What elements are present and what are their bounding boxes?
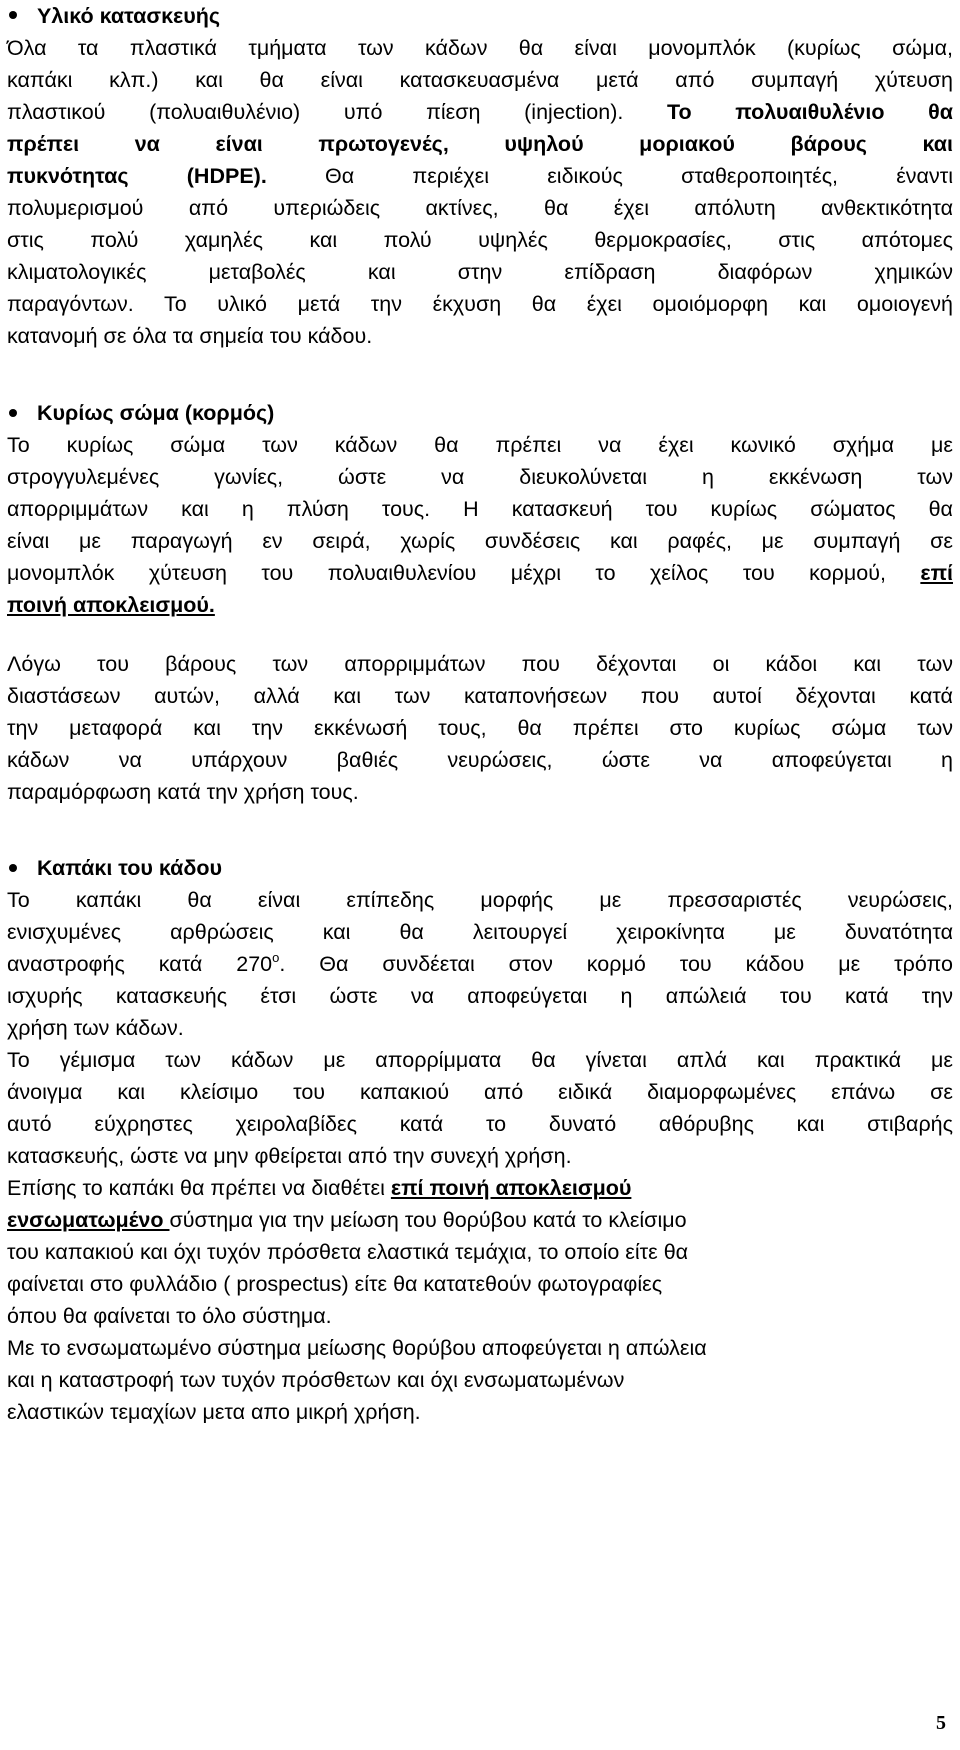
paragraph-line: Όλα τα πλαστικά τμήματα των κάδων θα είναι μονομπλόκ (κυρίως σώμα, (7, 36, 953, 60)
paragraph-line: καπάκι κλπ.) και θα είναι κατασκευασμένα μετά από συμπαγή χύτευση (7, 68, 953, 92)
paragraph-line (7, 1203, 953, 1237)
paragraph-line: αυτό εύχρηστες χειρολαβίδες κατά το δυνατό αθόρυβης και στιβαρής (7, 1112, 953, 1136)
paragraph-line (7, 95, 953, 129)
text-span: . Θα συνδέεται στον κορμό του κάδου με τρόπο (279, 952, 953, 976)
paragraph-line: Το κυρίως σώμα των κάδων θα πρέπει να έχει κωνικό σχήμα με (7, 433, 953, 457)
paragraph-line: χρήση των κάδων. (7, 1016, 184, 1040)
paragraph-line: όπου θα φαίνεται το όλο σύστημα. (7, 1304, 332, 1328)
paragraph-line: ενισχυμένες αρθρώσεις και θα λειτουργεί χειροκίνητα με δυνατότητα (7, 920, 953, 944)
paragraph-line (7, 1171, 953, 1205)
paragraph-line (7, 556, 953, 590)
bullet-icon (9, 409, 17, 417)
paragraph-line: παραμόρφωση κατά την χρήση τους. (7, 780, 359, 804)
paragraph-line: ελαστικών τεμαχίων μετα απο μικρή χρήση. (7, 1400, 421, 1424)
paragraph-line: και η καταστροφή των τυχόν πρόσθετων και όχι ενσωματωμένων (7, 1368, 625, 1392)
paragraph-line (7, 159, 953, 193)
page-number: 5 (936, 1712, 946, 1734)
text-span: σύστημα για την μείωση του θορύβου κατά το κλείσιμο (169, 1208, 687, 1232)
paragraph-line: διαστάσεων αυτών, αλλά και των καταπονήσεων που αυτοί δέχονται κατά (7, 684, 953, 708)
bold-text-span: πυκνότητας (HDPE). (7, 164, 267, 188)
paragraph-line: κλιματολογικές μεταβολές και στην επίδραση διαφόρων χημικών (7, 260, 953, 284)
paragraph-line-bold: πρέπει να είναι πρωτογενές, υψηλού μοριακού βάρους και (7, 132, 953, 156)
emphasis-text-span: επί ποινή αποκλεισμού (390, 1176, 632, 1200)
bullet-icon (9, 864, 17, 872)
paragraph-line: στις πολύ χαμηλές και πολύ υψηλές θερμοκρασίες, στις απότομες (7, 228, 953, 252)
paragraph-line: Το καπάκι θα είναι επίπεδης μορφής με πρεσσαριστές νευρώσεις, (7, 888, 953, 912)
paragraph-line: κατανομή σε όλα τα σημεία του κάδου. (7, 324, 373, 348)
emphasis-line: ποινή αποκλεισμού. (7, 593, 215, 617)
emphasis-text-span: ενσωματωμένο (7, 1208, 170, 1232)
text-span: πλαστικού (πολυαιθυλένιο) υπό πίεση (injection). (7, 100, 667, 124)
paragraph-line: Με το ενσωματωμένο σύστημα μείωσης θορύβου αποφεύγεται η απώλεια (7, 1336, 707, 1360)
paragraph-line: απορριμμάτων και η πλύση τους. Η κατασκευή του κυρίως σώματος θα (7, 497, 953, 521)
emphasis-text-span: επί (920, 561, 953, 585)
paragraph-line: στρογγυλεμένες γωνίες, ώστε να διευκολύνεται η εκκένωση των (7, 465, 953, 489)
paragraph-line: παραγόντων. Το υλικό μετά την έκχυση θα έχει ομοιόμορφη και ομοιογενή (7, 292, 953, 316)
degree-superscript: ο (272, 950, 280, 965)
text-span: αναστροφής κατά 270 (7, 952, 273, 976)
section-heading-body: Κυρίως σώμα (κορμός) (37, 401, 275, 425)
text-span: Θα περιέχει ειδικούς σταθεροποιητές, έναντι (266, 164, 954, 188)
bullet-icon (9, 11, 17, 19)
text-span: Επίσης το καπάκι θα πρέπει να διαθέτει (7, 1176, 391, 1200)
paragraph-line: Το γέμισμα των κάδων με απορρίμματα θα γίνεται απλά και πρακτικά με (7, 1048, 953, 1072)
section-heading-lid: Καπάκι του κάδου (37, 856, 223, 880)
paragraph-line: Λόγω του βάρους των απορριμμάτων που δέχονται οι κάδοι και των (7, 652, 953, 676)
section-heading-material: Υλικό κατασκευής (37, 4, 221, 28)
paragraph-line: την μεταφορά και την εκκένωσή τους, θα πρέπει στο κυρίως σώμα των (7, 716, 953, 740)
text-span: μονομπλόκ χύτευση του πολυαιθυλενίου μέχρι το χείλος του κορμού, (7, 561, 921, 585)
paragraph-line: του καπακιού και όχι τυχόν πρόσθετα ελαστικά τεμάχια, το οποίο είτε θα (7, 1240, 689, 1264)
paragraph-line: κάδων να υπάρχουν βαθιές νευρώσεις, ώστε να αποφεύγεται η (7, 748, 953, 772)
paragraph-line: φαίνεται στο φυλλάδιο ( prospectus) είτε θα κατατεθούν φωτογραφίες (7, 1272, 663, 1296)
paragraph-line: κατασκευής, ώστε να μην φθείρεται από την συνεχή χρήση. (7, 1144, 572, 1168)
paragraph-line: πολυμερισμού από υπεριώδεις ακτίνες, θα έχει απόλυτη ανθεκτικότητα (7, 196, 953, 220)
paragraph-line (7, 947, 953, 981)
bold-text-span: Το πολυαιθυλένιο θα (666, 100, 953, 124)
paragraph-line: άνοιγμα και κλείσιμο του καπακιού από ειδικά διαμορφωμένες επάνω σε (7, 1080, 953, 1104)
paragraph-line: ισχυρής κατασκευής έτσι ώστε να αποφεύγεται η απώλειά του κατά την (7, 984, 953, 1008)
paragraph-line: είναι με παραγωγή εν σειρά, χωρίς συνδέσεις και ραφές, με συμπαγή σε (7, 529, 953, 553)
